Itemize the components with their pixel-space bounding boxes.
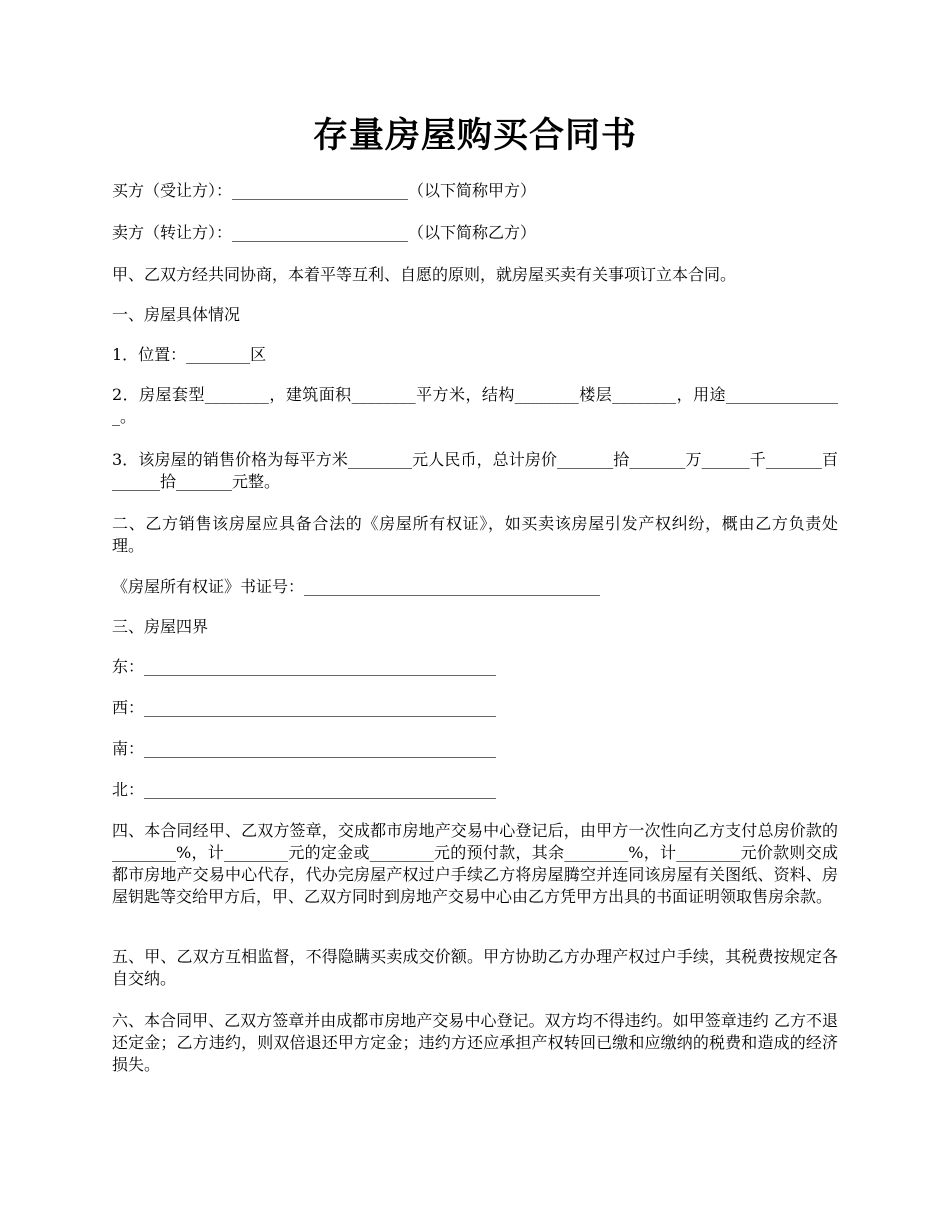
section6-paragraph: 六、本合同甲、乙双方签章并由成都市房地产交易中心登记。双方均不得违约。如甲签章违约 乙方不退还定金；乙方违约，则双倍退还甲方定金；违约方还应承担产权转回已缴和应缴纳的税费和造成的经济损失。 xyxy=(112,1011,838,1074)
item1-location: 1．位置：________区 xyxy=(112,345,267,364)
boundary-east: 东：____________________________________________ xyxy=(112,657,497,676)
section5-paragraph: 五、甲、乙双方互相监督，不得隐瞒买卖成交价额。甲方协助乙方办理产权过户手续，其税费按规定各自交纳。 xyxy=(112,947,838,988)
section1-heading: 一、房屋具体情况 xyxy=(112,305,241,324)
intro-paragraph: 甲、乙双方经共同协商，本着平等互利、自愿的原则，就房屋买卖有关事项订立本合同。 xyxy=(112,265,737,284)
item3-price: 3．该房屋的销售价格为每平方米________元人民币，总计房价_______拾_______万______千_______百______拾_______元整。 xyxy=(112,450,838,491)
boundary-north: 北：____________________________________________ xyxy=(112,780,497,799)
certificate-number-line: 《房屋所有权证》书证号：_____________________________________ xyxy=(112,577,601,596)
item2-house-type: 2．房屋套型________，建筑面积________平方米，结构________楼层________，用途_______________。 xyxy=(112,385,838,426)
boundary-south: 南：____________________________________________ xyxy=(112,739,497,758)
section2-paragraph: 二、乙方销售该房屋应具备合法的《房屋所有权证》，如买卖该房屋引发产权纠纷，概由乙方负责处理。 xyxy=(112,514,838,555)
seller-line: 卖方（转让方）：______________________（以下简称乙方） xyxy=(112,223,537,242)
section3-heading: 三、房屋四界 xyxy=(112,617,209,636)
boundary-west: 西：____________________________________________ xyxy=(112,698,497,717)
document-title: 存量房屋购买合同书 xyxy=(312,115,637,156)
buyer-line: 买方（受让方）：______________________（以下简称甲方） xyxy=(112,181,537,200)
section4-paragraph: 四、本合同经甲、乙双方签章，交成都市房地产交易中心登记后，由甲方一次性向乙方支付总房价款的________%，计________元的定金或________元的预付款，其余________%，计________元价款则交成都市房地产交易中心代存，代办完房屋产权过户手续乙方将房屋腾空并连同该房屋有关图纸、资料、房屋钥匙等交给甲方后，甲、乙双方同时到房地产交易中心由乙方凭甲方出具的书面证明领取售房余款。 xyxy=(112,821,838,906)
